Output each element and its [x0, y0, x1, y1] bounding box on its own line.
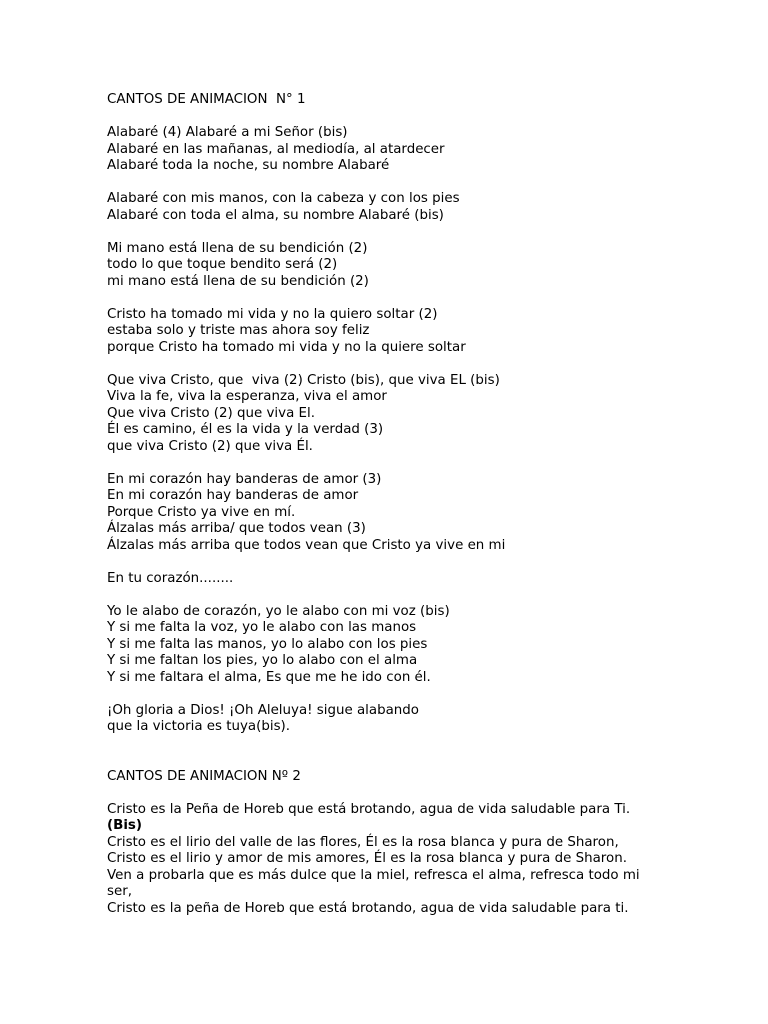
stanza [107, 373, 667, 456]
lyric-line: Que viva Cristo, que viva (2) Cristo (bis), que viva EL (bis) [107, 372, 500, 388]
lyric-line: Alabaré en las mañanas, al mediodía, al atardecer [107, 141, 445, 157]
lyric-line: Cristo es el lirio y amor de mis amores, Él es la rosa blanca y pura de Sharon. [107, 851, 627, 866]
lyric-line: Porque Cristo ya vive en mí. [107, 504, 296, 520]
lyric-line: porque Cristo ha tomado mi vida y no la quiere soltar [107, 339, 466, 355]
stanza [107, 472, 667, 555]
spacer [107, 736, 667, 753]
lyric-line: estaba solo y triste mas ahora soy feliz [107, 323, 370, 338]
stanza [107, 241, 667, 291]
lyric-line: Viva la fe, viva la esperanza, viva el amor [107, 389, 387, 404]
stanza [107, 604, 667, 687]
lyric-line: Cristo es la peña de Horeb que está brotando, agua de vida saludable para ti. [107, 900, 629, 916]
lyric-line: Álzalas más arriba que todos vean que Cristo ya vive en mi [107, 537, 506, 553]
song-2-title: CANTOS DE ANIMACION Nº 2 [107, 768, 301, 784]
lyric-line: ser, [107, 884, 132, 899]
stanza-gap [107, 554, 667, 571]
stanza-gap [107, 175, 667, 192]
document-page [107, 92, 667, 917]
stanza-gap [107, 455, 667, 472]
stanza [107, 191, 667, 224]
lyric-line: En mi corazón hay banderas de amor [107, 488, 359, 503]
spacer [107, 785, 667, 802]
stanza [107, 571, 667, 588]
stanza [107, 125, 667, 175]
song-2-bis-marker: (Bis) [107, 818, 143, 833]
song-2-lyrics [107, 835, 667, 918]
lyric-line: Y si me faltan los pies, yo lo alabo con el alma [107, 653, 418, 668]
lyric-line: Y si me falta la voz, yo le alabo con las manos [107, 620, 417, 635]
lyric-line: Y si me faltara el alma, Es que me he ido con él. [107, 669, 431, 685]
song-2-line: Cristo es la Peña de Horeb que está brotando, agua de vida saludable para Ti. [107, 801, 631, 817]
stanza-gap [107, 587, 667, 604]
stanza-gap [107, 224, 667, 241]
stanza-gap [107, 686, 667, 703]
lyric-line: En mi corazón hay banderas de amor (3) [107, 471, 382, 487]
lyric-line: Yo le alabo de corazón, yo le alabo con mi voz (bis) [107, 603, 450, 619]
spacer [107, 109, 667, 126]
lyric-line: ¡Oh gloria a Dios! ¡Oh Aleluya! sigue alabando [107, 702, 419, 718]
lyric-line: Y si me falta las manos, yo lo alabo con los pies [107, 636, 428, 652]
lyric-line: Cristo ha tomado mi vida y no la quiero soltar (2) [107, 306, 438, 322]
stanza [107, 307, 667, 357]
song-1-title: CANTOS DE ANIMACION N° 1 [107, 92, 306, 107]
stanza [107, 703, 667, 736]
lyric-line: Alabaré toda la noche, su nombre Alabaré [107, 158, 390, 173]
lyric-line: Él es camino, él es la vida y la verdad (3) [107, 422, 384, 437]
lyric-line: En tu corazón........ [107, 570, 234, 586]
lyric-line: mi mano está llena de su bendición (2) [107, 273, 369, 289]
lyric-line: Alabaré con mis manos, con la cabeza y con los pies [107, 191, 460, 206]
stanza-gap [107, 356, 667, 373]
lyric-line: que la victoria es tuya(bis). [107, 719, 291, 734]
lyric-line: Mi mano está llena de su bendición (2) [107, 240, 368, 256]
stanza-gap [107, 290, 667, 307]
lyric-line: que viva Cristo (2) que viva Él. [107, 438, 313, 454]
lyric-line: Alabaré con toda el alma, su nombre Alabaré (bis) [107, 207, 444, 223]
lyric-line: Ven a probarla que es más dulce que la miel, refresca el alma, refresca todo mi [107, 867, 640, 883]
lyric-line: Que viva Cristo (2) que viva El. [107, 405, 315, 421]
lyric-line: Álzalas más arriba/ que todos vean (3) [107, 521, 366, 536]
lyric-line: Cristo es el lirio del valle de las flores, Él es la rosa blanca y pura de Sharon, [107, 834, 619, 850]
lyric-line: todo lo que toque bendito será (2) [107, 257, 338, 272]
spacer [107, 752, 667, 769]
song-1-lyrics [107, 125, 667, 736]
lyric-line: Alabaré (4) Alabaré a mi Señor (bis) [107, 125, 348, 140]
